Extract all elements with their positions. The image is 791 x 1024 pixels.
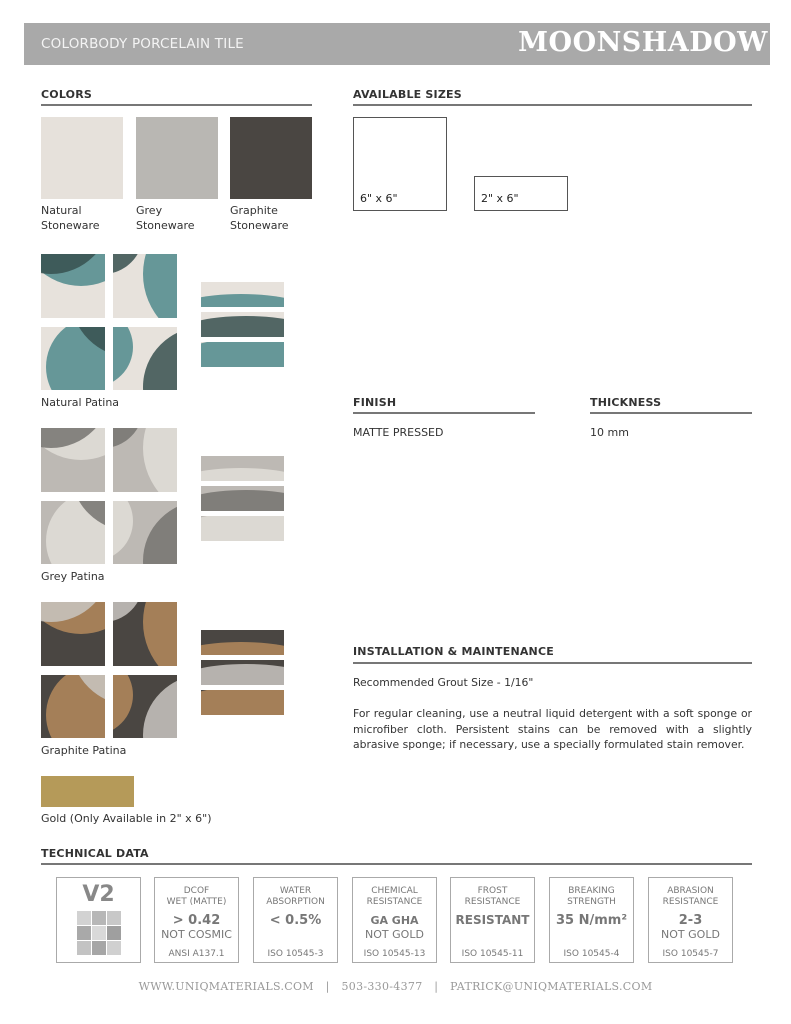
spec-dcof: DCOF WET (MATTE) > 0.42 NOT COSMIC ANSI A137.1	[154, 877, 239, 963]
thickness-heading: THICKNESS	[590, 396, 662, 409]
product-category: COLORBODY PORCELAIN TILE	[41, 36, 244, 52]
footer-divider: |	[325, 980, 330, 993]
shade-variation-value: V2	[82, 882, 115, 907]
spec-value: > 0.42	[172, 913, 221, 928]
colors-rule	[41, 104, 312, 106]
patina-tile-set	[41, 602, 291, 738]
finish-heading: FINISH	[353, 396, 397, 409]
footer-phone[interactable]: 503-330-4377	[341, 980, 423, 993]
spec-standard: ISO 10545-7	[662, 949, 719, 959]
patina-tile-set	[41, 428, 291, 564]
spec-abrasion-resistance: ABRASION RESISTANCE 2-3 NOT GOLD ISO 10545-7	[648, 877, 733, 963]
grey-patina-tiles	[41, 428, 291, 564]
gold-swatch	[41, 776, 134, 807]
shade-variation-box	[56, 877, 141, 963]
grout-size-text: Recommended Grout Size - 1/16"	[353, 676, 534, 689]
installation-rule	[353, 662, 752, 664]
spec-value: < 0.5%	[269, 913, 322, 928]
finish-rule	[353, 412, 535, 414]
spec-frost-resistance: FROST RESISTANCE RESISTANT ISO 10545-11	[450, 877, 535, 963]
technical-heading: TECHNICAL DATA	[41, 847, 149, 860]
spec-value: 2-3	[678, 913, 703, 928]
sizes-heading: AVAILABLE SIZES	[353, 88, 462, 101]
size-2x6-box	[474, 176, 568, 211]
spec-standard: ISO 10545-3	[267, 949, 324, 959]
size-6x6-label: 6" x 6"	[360, 192, 398, 205]
cleaning-text: For regular cleaning, use a neutral liquid detergent with a soft sponge or microfiber cloth. Persistent stains can be removed with a slightly abrasive sponge; if necessary, use a specially formulated stain remover.	[353, 707, 752, 751]
graphite-patina-label: Graphite Patina	[41, 744, 127, 757]
natural-stoneware-label: Natural Stoneware	[41, 204, 100, 232]
finish-value: MATTE PRESSED	[353, 426, 444, 439]
shade-variation-grid-icon	[77, 911, 121, 955]
installation-heading: INSTALLATION & MAINTENANCE	[353, 645, 554, 658]
colors-heading: COLORS	[41, 88, 92, 101]
spec-value: 35 N/mm²	[555, 913, 628, 928]
patina-strip-tile	[181, 512, 291, 548]
spec-breaking-strength: BREAKING STRENGTH 35 N/mm² ISO 10545-4	[549, 877, 634, 963]
natural-stoneware-swatch	[41, 117, 123, 199]
spec-standard: ISO 10545-4	[563, 949, 620, 959]
graphite-stoneware-label: Graphite Stoneware	[230, 204, 289, 232]
footer-website[interactable]: WWW.UNIQMATERIALS.COM	[138, 980, 314, 993]
patina-strip-tile	[181, 686, 291, 722]
sizes-rule	[353, 104, 752, 106]
gold-label: Gold (Only Available in 2" x 6")	[41, 812, 212, 825]
product-title: MOONSHADOW	[518, 27, 768, 58]
spec-value: GA GHA	[370, 914, 419, 927]
thickness-rule	[590, 412, 752, 414]
size-6x6-box	[353, 117, 447, 211]
grey-stoneware-label: Grey Stoneware	[136, 204, 195, 232]
natural-patina-tiles	[41, 254, 291, 390]
natural-patina-label: Natural Patina	[41, 396, 120, 409]
footer-contact	[0, 980, 791, 993]
thickness-value: 10 mm	[590, 426, 629, 439]
spec-water-absorption: WATER ABSORPTION < 0.5% ISO 10545-3	[253, 877, 338, 963]
spec-standard: ISO 10545-13	[363, 949, 426, 959]
spec-chemical-resistance: CHEMICAL RESISTANCE GA GHA NOT GOLD ISO 10545-13	[352, 877, 437, 963]
footer-email[interactable]: PATRICK@UNIQMATERIALS.COM	[450, 980, 653, 993]
graphite-patina-tiles	[41, 602, 291, 738]
grey-stoneware-swatch	[136, 117, 218, 199]
spec-standard: ANSI A137.1	[168, 949, 225, 959]
patina-tile-set	[41, 254, 291, 390]
technical-rule	[41, 863, 752, 865]
graphite-stoneware-swatch	[230, 117, 312, 199]
spec-value: RESISTANT	[455, 913, 530, 927]
spec-standard: ISO 10545-11	[461, 949, 524, 959]
size-2x6-label: 2" x 6"	[481, 192, 519, 205]
header-banner	[24, 23, 770, 65]
footer-divider: |	[434, 980, 439, 993]
grey-patina-label: Grey Patina	[41, 570, 105, 583]
patina-strip-tile	[181, 338, 291, 374]
